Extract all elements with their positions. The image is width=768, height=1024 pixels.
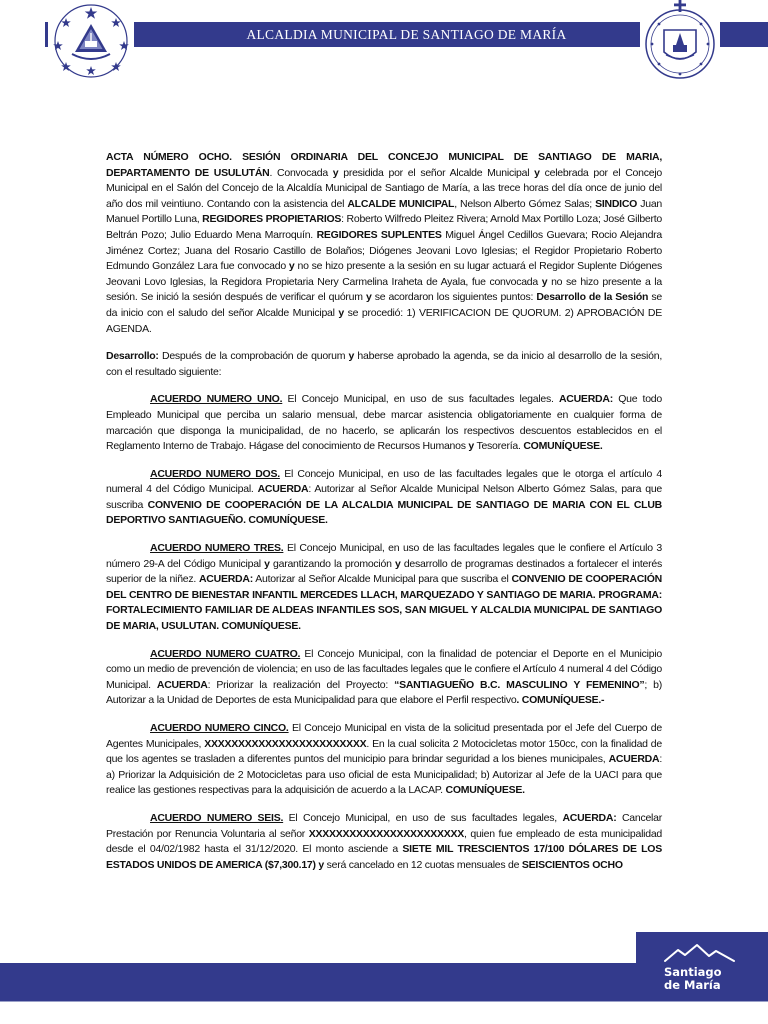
text-run: y	[338, 306, 344, 319]
text-run: XXXXXXXXXXXXXXXXXXXXXXX	[308, 827, 465, 840]
text-run: celebrada por el Concejo Municipal en el Salón del Concejo de la Alcaldía Municipal de Santiago de María, a las trece horas del día once de junio del año dos mil veintiuno. Contando con la asistencia del	[106, 166, 662, 210]
text-run: , Nelson Alberto Gómez Salas;	[454, 197, 596, 210]
text-run: Después de la comprobación de quorum	[158, 350, 349, 363]
text-run: y	[534, 166, 540, 179]
text-run: Desarrollo de la Sesión	[536, 291, 649, 304]
document-body	[106, 150, 662, 885]
text-run: SIETE MIL TRESCIENTOS 17/100 DÓLARES DE LOS ESTADOS UNIDOS DE AMERICA ($7,300.17)	[106, 843, 662, 871]
text-run: y	[541, 275, 548, 288]
footer-divider	[0, 1001, 768, 1002]
text-run: Que todo Empleado Municipal que perciba un salario mensual, debe marcar asistencia obligatoriamente en cualquier forma de marcación que disponga la municipalidad, de no hacerlo, se aplicarán los respectivos descuentos establecidos en el Reglamento Interno de Trabajo. Hágase del conocimiento de Recursos Humanos	[106, 393, 662, 453]
text-run: CONVENIO DE COOPERACIÓN DEL CENTRO DE BIENESTAR INFANTIL MERCEDES LLACH, MARQUEZADO Y SANTIAGO DE MARIA. PROGRAMA: FORTALECIMIENTO FAMILIAR DE ALDEAS INFANTILES SOS, SAN MIGUEL Y ALCALDIA MUNICIPAL DE SANTIAGO DE MARIA, USULUTAN. COMUNÍQUESE.	[106, 573, 662, 633]
text-run: COMUNÍQUESE.	[523, 440, 603, 453]
text-run: ACUERDO NUMERO DOS.	[150, 467, 280, 480]
text-run: . En la cual solicita 2 Motocicletas motor 150cc, con la finalidad de que los agentes se trasladen a diferentes puntos del municipio para brindar seguridad a los bienes municipales,	[106, 737, 662, 766]
text-run: El Concejo Municipal, en uso de las facultades legales que le otorga el artículo 4 numeral 4 del Código Municipal.	[106, 467, 662, 496]
text-run: no se hizo presente a la sesión en su lugar actuará el Regidor Suplente Diógenes Jeovani Lovo Iglesias, la Regidora Propietaria Nery Carmelina Iraheta de Ayala, fue convocada	[106, 260, 662, 288]
text-run: COMUNÍQUESE.	[445, 784, 525, 797]
document-paragraph	[106, 467, 662, 529]
text-run: y	[318, 858, 325, 871]
text-run: ACUERDO NUMERO CUATRO.	[150, 647, 301, 660]
text-run: ACUERDA:	[562, 811, 617, 824]
text-run: ACUERDO NUMERO SEIS.	[150, 811, 284, 824]
text-run: : Autorizar al Señor Alcalde Municipal Nelson Alberto Gómez Salas, para que suscriba	[106, 483, 662, 511]
text-run: y	[394, 557, 401, 570]
text-run: ALCALDE MUNICIPAL	[347, 197, 455, 210]
text-run: se da inicio con el saludo del señor Alcalde Municipal	[106, 291, 662, 319]
text-run: . COMUNÍQUESE.-	[516, 694, 605, 707]
text-run: ACUERDA	[156, 678, 208, 691]
logo-line-2: de María	[664, 977, 721, 992]
text-run: SINDICO	[595, 197, 638, 210]
el-salvador-coat-of-arms-icon	[48, 2, 134, 80]
text-run: ACUERDA:	[198, 573, 253, 586]
document-paragraph	[106, 349, 662, 380]
text-run: ACUERDA	[608, 753, 660, 766]
text-run: se procedió: 1) VERIFICACION DE QUORUM. 2) APROBACIÓN DE AGENDA.	[106, 306, 662, 335]
text-run: Tesorería.	[473, 440, 524, 453]
text-run: El Concejo Municipal, en uso de sus facultades legales,	[283, 811, 563, 824]
text-run: se acordaron los siguientes puntos:	[371, 291, 537, 304]
text-run: desarrollo de programas destinados a fortalecer el interés superior de la niñez.	[106, 557, 662, 586]
text-run: y	[468, 440, 474, 453]
text-run: y	[365, 291, 372, 304]
text-run: ; b) Autorizar a la Unidad de Deportes de esta Municipalidad para que elabore el Perfil respectivo	[106, 678, 662, 707]
text-run: : Roberto Wilfredo Pleitez Rivera; Arnold Max Portillo Loza; José Gilberto Beltrán Pozo; Julio Eduardo Mena Marroquín.	[106, 213, 663, 241]
text-run: XXXXXXXXXXXXXXXXXXXXXXXX	[204, 737, 367, 750]
text-run: SEISCIENTOS OCHO	[521, 858, 623, 871]
text-run: ACUERDA:	[558, 393, 613, 406]
text-run: CONVENIO DE COOPERACIÓN DE LA ALCALDIA MUNICIPAL DE SANTIAGO DE MARIA CON EL CLUB DEPORTIVO SANTIAGUEÑO. COMUNÍQUESE.	[106, 498, 663, 527]
text-run: ACUERDA	[257, 483, 309, 496]
text-run: Juan Manuel Portillo Luna,	[106, 197, 663, 226]
text-run: haberse aprobado la agenda, se da inicio al desarrollo de la sesión, con el resultado siguiente:	[106, 350, 662, 378]
document-paragraph	[106, 647, 662, 709]
document-paragraph	[106, 150, 662, 337]
header-title: ALCALDIA MUNICIPAL DE SANTIAGO DE MARÍA	[246, 26, 567, 42]
text-run: El Concejo Municipal, con la finalidad de potenciar el Deporte en el Municipio como un medio de prevención de violencia; en uso de las facultades legales que le confiere el Artículo 4 numeral 4 del Código Municipal.	[106, 647, 662, 691]
text-run: . Convocada	[269, 166, 333, 179]
text-run: : Priorizar la realización del Proyecto:	[207, 678, 395, 691]
text-run: REGIDORES SUPLENTES	[316, 228, 442, 241]
text-run: , quien fue empleado de esta municipalidad desde el 04/02/1982 hasta el 31/12/2020. El monto asciende a	[106, 827, 663, 856]
document-paragraph	[106, 541, 662, 635]
text-run: ACUERDO NUMERO TRES.	[150, 542, 284, 555]
document-paragraph	[106, 392, 662, 454]
text-run: y	[264, 557, 270, 570]
text-run: ACTA NÚMERO OCHO. SESIÓN ORDINARIA DEL CONCEJO MUNICIPAL DE SANTIAGO DE MARIA, DEPARTAMENTO DE USULUTÁN	[106, 151, 662, 179]
text-run: “SANTIAGUEÑO B.C. MASCULINO Y FEMENINO”	[394, 678, 645, 691]
text-run: : a) Priorizar la Adquisición de 2 Motocicletas para uso oficial de esta Municipalidad; b) Autorizar al Jefe de la UACI para que realice las gestiones respectivas para la adquisición de acuerdo a la LACAP.	[106, 753, 662, 797]
text-run: y	[332, 166, 339, 179]
document-paragraph	[106, 811, 662, 873]
text-run: El Concejo Municipal en vista de la solicitud presentada por el Jefe del Cuerpo de Agentes Municipales,	[106, 722, 662, 750]
document-paragraph	[106, 721, 662, 799]
text-run: y	[288, 260, 295, 273]
santiago-de-maria-logo-text	[664, 966, 764, 991]
text-run: ACUERDO NUMERO CINCO.	[150, 722, 289, 734]
text-run: Cancelar Prestación por Renuncia Voluntaria al señor	[106, 811, 662, 840]
text-run: garantizando la promoción	[269, 557, 395, 570]
text-run: y	[348, 350, 355, 363]
text-run: será cancelado en 12 cuotas mensuales de	[324, 858, 522, 871]
text-run: Autorizar al Señor Alcalde Municipal para que suscriba el	[252, 573, 512, 586]
text-run: no se hizo presente a la sesión. Se inició la sesión después de verificar el quórum	[106, 275, 662, 304]
logo-line-1: Santiago	[664, 965, 722, 979]
text-run: ACUERDO NUMERO UNO.	[150, 393, 283, 406]
text-run: presidida por el señor Alcalde Municipal	[338, 166, 535, 179]
text-run: Desarrollo:	[106, 350, 159, 363]
mountain-logo-icon	[664, 942, 736, 964]
text-run: Miguel Ángel Cedillos Guevara; Rocio Alejandra Jiménez Cortez; Juana del Rosario Castillo de Bolaños; Diógenes Jeovani Lovo Iglesias; el Regidor Propietario Roberto Edmundo González Lara fue convocado	[106, 228, 662, 273]
text-run: El Concejo Municipal, en uso de las facultades legales que le confiere el Artículo 3 número 29-A del Código Municipal	[106, 542, 662, 570]
santiago-de-maria-municipal-seal-icon	[640, 0, 720, 82]
text-run: El Concejo Municipal, en uso de sus facultades legales.	[282, 393, 559, 406]
text-run: REGIDORES PROPIETARIOS	[202, 213, 342, 226]
